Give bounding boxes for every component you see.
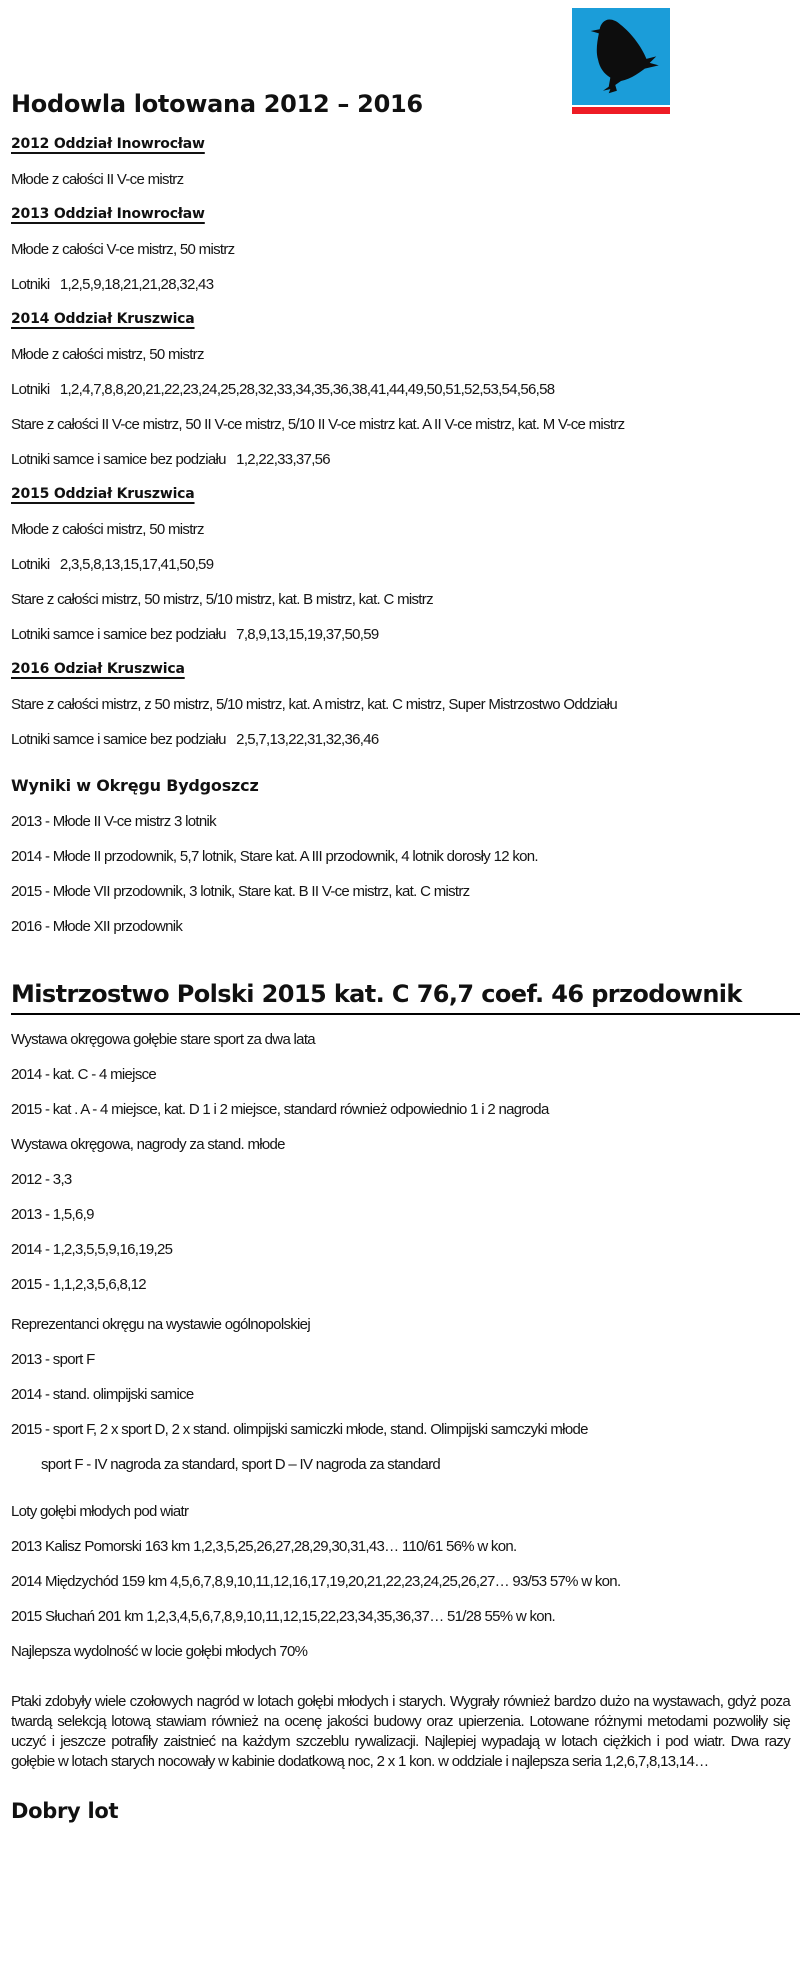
summary-paragraph: Ptaki zdobyły wiele czołowych nagród w lotach gołębi młodych i starych. Wygrały również bardzo dużo na wystawach, gdyż poza twardą selekcją lotową stawiam również na ocenę jakości budowy oraz upierzenia. Lotowane różnymi metodami pozwoliły się uczyć i jeszcze potrafiły zaistnieć na każdym szczeblu rywalizacji. Najlepiej wypadają w lotach ciężkich i pod wiatr. Dwa razy gołębie w lotach starych nocowały w kabinie dodatkową noc, 2 x 1 kon. w oddziale i najlepsza seria 1,2,6,7,8,13,14… (11, 1693, 790, 1770)
representatives-intro: Reprezentanci okręgu na wystawie ogólnopolskiej (11, 1316, 310, 1333)
championship-heading: Mistrzostwo Polski 2015 kat. C 76,7 coef. 46 przodownik (11, 979, 800, 1015)
pigeon-icon (580, 14, 662, 105)
section-heading-2016-kruszwica: 2016 Odział Kruszwica (11, 661, 185, 677)
result-line: Młode z całości mistrz, 50 mistrz (11, 521, 204, 538)
result-line: 2015 - sport F, 2 x sport D, 2 x stand. olimpijski samiczki młode, stand. Olimpijski samczyki młode (11, 1421, 588, 1438)
result-line: Lotniki samce i samice bez podziału 7,8,9,13,15,19,37,50,59 (11, 626, 379, 643)
result-line: Młode z całości II V-ce mistrz (11, 171, 184, 188)
exhibition-sport-intro: Wystawa okręgowa gołębie stare sport za dwa lata (11, 1031, 315, 1048)
exhibition-standard-intro: Wystawa okręgowa, nagrody za stand. młode (11, 1136, 285, 1153)
logo-red-bar (572, 107, 670, 114)
result-line: 2013 - Młode II V-ce mistrz 3 lotnik (11, 813, 216, 830)
result-line: Stare z całości mistrz, 50 mistrz, 5/10 mistrz, kat. B mistrz, kat. C mistrz (11, 591, 433, 608)
section-heading-2015-kruszwica: 2015 Oddział Kruszwica (11, 486, 195, 502)
result-line: Stare z całości II V-ce mistrz, 50 II V-ce mistrz, 5/10 II V-ce mistrz kat. A II V-ce mistrz, kat. M V-ce mistrz (11, 416, 625, 433)
young-flights-intro: Loty gołębi młodych pod wiatr (11, 1503, 189, 1520)
result-line-indented: sport F - IV nagroda za standard, sport D – IV nagroda za standard (41, 1456, 441, 1473)
result-line: Najlepsza wydolność w locie gołębi młodych 70% (11, 1643, 308, 1660)
result-line: 2013 - sport F (11, 1351, 95, 1368)
result-line: Młode z całości mistrz, 50 mistrz (11, 346, 204, 363)
section-heading-okreg-bydgoszcz: Wyniki w Okręgu Bydgoszcz (11, 776, 259, 795)
result-line: 2015 Słuchań 201 km 1,2,3,4,5,6,7,8,9,10,11,12,15,22,23,34,35,36,37… 51/28 55% w kon. (11, 1608, 556, 1625)
result-line: 2015 - 1,1,2,3,5,6,8,12 (11, 1276, 146, 1293)
result-line: 2016 - Młode XII przodownik (11, 918, 183, 935)
section-heading-2012-inowroclaw: 2012 Oddział Inowrocław (11, 136, 205, 152)
result-line: 2014 - Młode II przodownik, 5,7 lotnik, Stare kat. A III przodownik, 4 lotnik dorosły 12 kon. (11, 848, 538, 865)
section-heading-2014-kruszwica: 2014 Oddział Kruszwica (11, 311, 195, 327)
result-line: 2013 - 1,5,6,9 (11, 1206, 94, 1223)
result-line: 2014 - stand. olimpijski samice (11, 1386, 194, 1403)
pigeon-club-logo (572, 8, 670, 114)
result-line: Lotniki samce i samice bez podziału 1,2,22,33,37,56 (11, 451, 330, 468)
result-line: 2014 - kat. C - 4 miejsce (11, 1066, 157, 1083)
result-line: 2015 - kat . A - 4 miejsce, kat. D 1 i 2 miejsce, standard również odpowiednio 1 i 2 nagroda (11, 1101, 549, 1118)
result-line: Lotniki 1,2,4,7,8,8,20,21,22,23,24,25,28,32,33,34,35,36,38,41,44,49,50,51,52,53,54,56,58 (11, 381, 555, 398)
result-line: 2013 Kalisz Pomorski 163 km 1,2,3,5,25,26,27,28,29,30,31,43… 110/61 56% w kon. (11, 1538, 517, 1555)
result-line: Młode z całości V-ce mistrz, 50 mistrz (11, 241, 235, 258)
section-heading-2013-inowroclaw: 2013 Oddział Inowrocław (11, 206, 205, 222)
result-line: 2014 Międzychód 159 km 4,5,6,7,8,9,10,11,12,16,17,19,20,21,22,23,24,25,26,27… 93/53 57% w kon. (11, 1573, 621, 1590)
result-line: Lotniki 2,3,5,8,13,15,17,41,50,59 (11, 556, 214, 573)
result-line: 2015 - Młode VII przodownik, 3 lotnik, Stare kat. B II V-ce mistrz, kat. C mistrz (11, 883, 470, 900)
result-line: 2014 - 1,2,3,5,5,9,16,19,25 (11, 1241, 173, 1258)
closing-text: Dobry lot (11, 1799, 119, 1823)
result-line: 2012 - 3,3 (11, 1171, 72, 1188)
result-line: Lotniki samce i samice bez podziału 2,5,7,13,22,31,32,36,46 (11, 731, 379, 748)
logo-blue-square (572, 8, 670, 105)
result-line: Lotniki 1,2,5,9,18,21,21,28,32,43 (11, 276, 214, 293)
result-line: Stare z całości mistrz, z 50 mistrz, 5/10 mistrz, kat. A mistrz, kat. C mistrz, Super Mistrzostwo Oddziału (11, 696, 617, 713)
page-title: Hodowla lotowana 2012 – 2016 (11, 90, 423, 118)
